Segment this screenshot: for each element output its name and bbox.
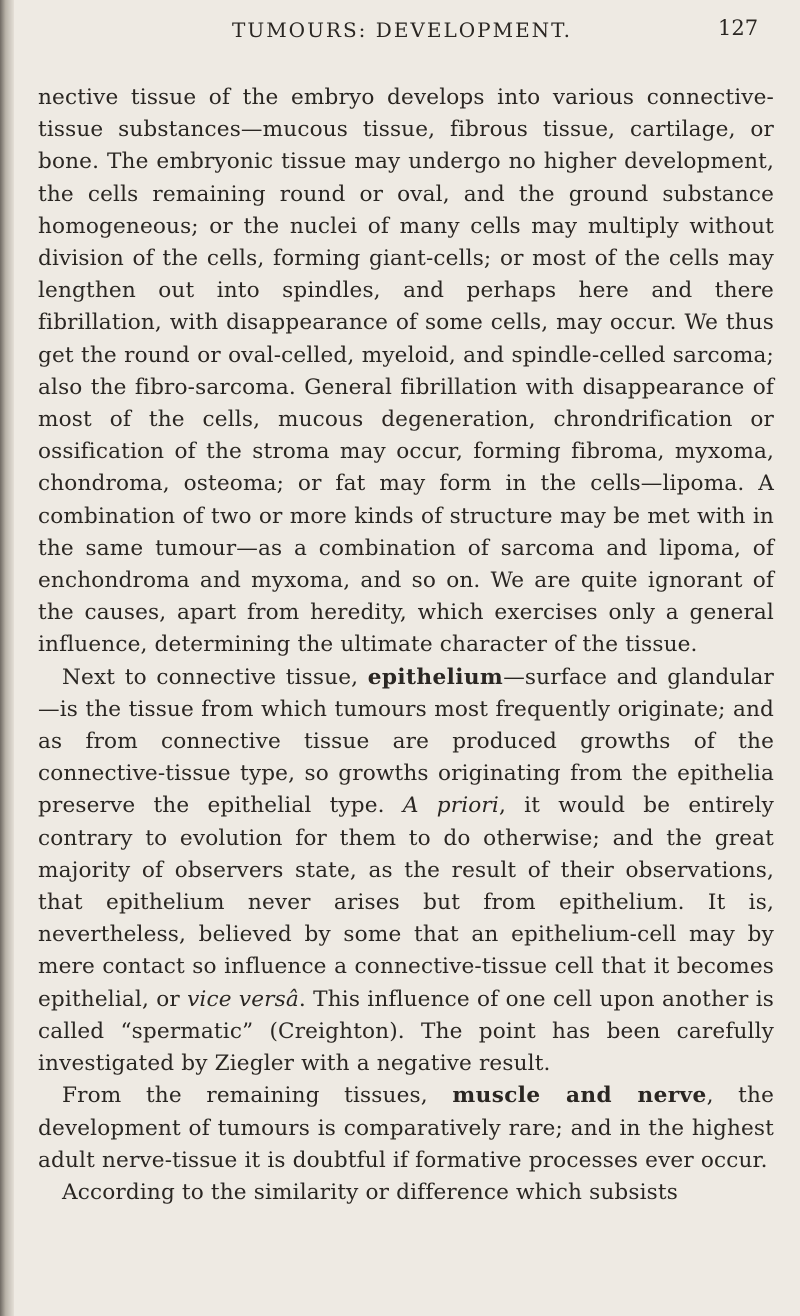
page-header (0, 14, 800, 54)
paragraph-2 (38, 662, 774, 1081)
page-number: 127 (718, 16, 759, 40)
paragraph-3 (38, 1080, 774, 1177)
italic-a-priori: A priori (402, 793, 499, 819)
term-epithelium: epithelium (367, 664, 504, 690)
running-head: TUMOURS: DEVELOPMENT. (232, 18, 572, 42)
page-binding-edge (0, 0, 14, 1316)
paragraph-2-text: —surface and glandular—is the tissue from which tumours most frequently originate; and as from connective tissue are produced growths of the connective-tissue type, so growths originating from the epithelia preserve the epithelial type. (38, 664, 775, 819)
paragraph-2-text: , it would be entirely contrary to evolution for them to do otherwise; and the great majority of observers state, as the result of their observations, that epithelium never arises but from epithelium. It is, nevertheless, believed by some that an epithelium-cell may by mere contact so influence a connective-tissue cell that it becomes epithelial, or (38, 793, 775, 1012)
term-muscle-and-nerve: muscle and nerve (452, 1083, 707, 1109)
italic-vice-versa: vice versâ (187, 986, 299, 1012)
body-text (38, 82, 774, 1209)
paragraph-2-text: Next to connective tissue, (62, 664, 368, 690)
paragraph-4: According to the similarity or difference which subsists (62, 1179, 678, 1205)
paragraph-2-text: . This influence of one cell upon another is called “spermatic” (Creighton). The point has been carefully investigated by Ziegler with a negative result. (38, 986, 774, 1077)
paragraph-3-text: From the remaining tissues, (62, 1083, 453, 1109)
paragraph-1: nective tissue of the embryo develops into various connective-tissue substances—mucous tissue, fibrous tissue, cartilage, or bone. The embryonic tissue may undergo no higher development, the cells remaining round or oval, and the ground substance homogeneous; or the nuclei of many cells may multiply without division of the cells, forming giant-cells; or most of the cells may lengthen out into spindles, and perhaps here and there fibrillation, with disappearance of some cells, may occur. We thus get the round or oval-celled, myeloid, and spindle-celled sarcoma; also the fibro-sarcoma. General fibrillation with disappearance of most of the cells, mucous degeneration, chrondrification or ossification of the stroma may occur, forming fibroma, myxoma, chondroma, osteoma; or fat may form in the cells—lipoma. A combination of two or more kinds of structure may be met with in the same tumour—as a combination of sarcoma and lipoma, of enchondroma and myxoma, and so on. We are quite ignorant of the causes, apart from heredity, which exercises only a general influence, determining the ultimate character of the tissue. (38, 85, 774, 658)
paragraph-3-text: , the development of tumours is comparatively rare; and in the highest adult nerve-tissue it is doubtful if formative processes ever occur. (38, 1083, 774, 1173)
